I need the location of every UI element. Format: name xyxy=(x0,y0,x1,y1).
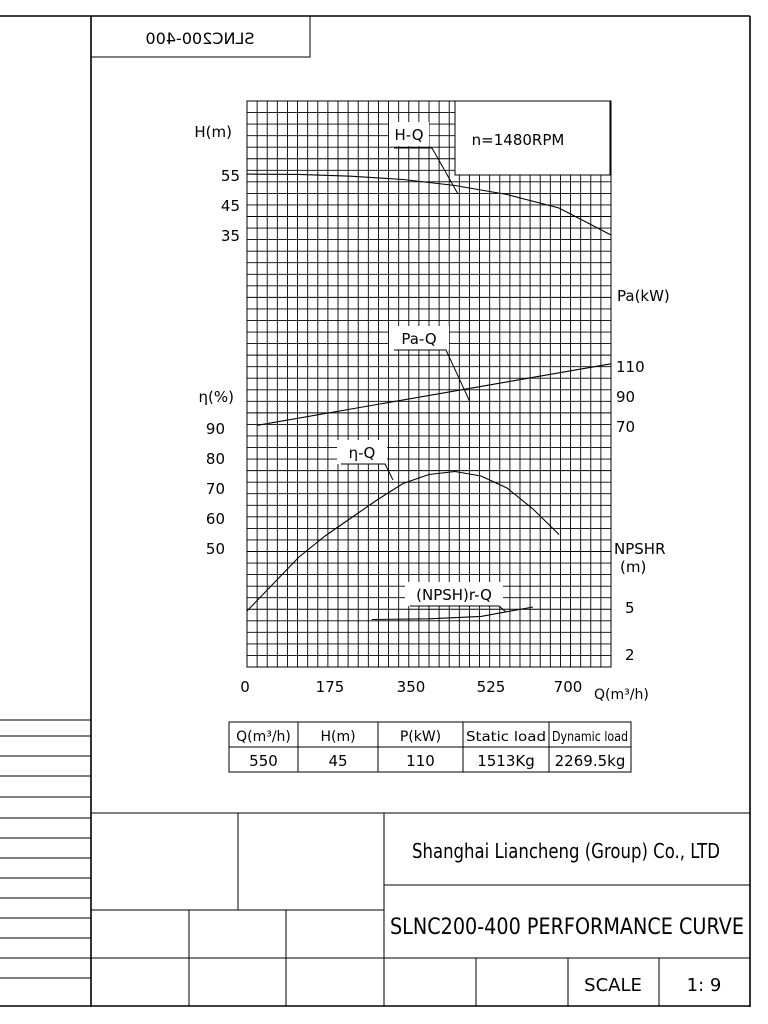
efficiency-tick-label: 60 xyxy=(205,510,225,528)
efficiency-tick-label: 50 xyxy=(205,540,225,558)
curve-pa-q xyxy=(257,364,611,426)
power-axis-label: Pa(kW) xyxy=(617,287,670,305)
spec-header-cell: Q(m³/h) xyxy=(236,729,291,745)
npshr-axis-label: NPSHR xyxy=(614,540,666,558)
head-tick-label: 55 xyxy=(220,167,240,185)
efficiency-axis-label: η(%) xyxy=(198,388,234,406)
label-npsh-r-q: (NPSH)r-Q xyxy=(416,586,492,604)
title-block xyxy=(91,813,750,1006)
scale-value: 1: 9 xyxy=(686,975,722,996)
x-tick-label: 0 xyxy=(240,678,250,696)
label-q: η-Q xyxy=(348,444,376,462)
x-tick-label: 525 xyxy=(476,678,506,696)
label-h-q-leader xyxy=(394,148,458,194)
drawing-title: SLNC200-400 PERFORMANCE CURVE xyxy=(390,915,744,940)
power-tick-label: 110 xyxy=(616,358,645,376)
left-margin-strips xyxy=(0,720,91,978)
curve-q xyxy=(247,472,559,612)
spec-value-cell: 550 xyxy=(249,752,278,770)
power-tick-label: 90 xyxy=(616,388,636,406)
spec-header-cell: H(m) xyxy=(320,729,356,745)
label-pa-q-leader xyxy=(394,350,470,402)
performance-chart xyxy=(194,101,669,703)
label-pa-q: Pa-Q xyxy=(401,330,437,348)
x-tick-label: 175 xyxy=(315,678,345,696)
efficiency-tick-label: 90 xyxy=(205,420,225,438)
speed-label: n=1480RPM xyxy=(471,131,565,149)
spec-header-cell: P(kW) xyxy=(399,729,442,745)
company-name: Shanghai Liancheng (Group) Co., LTD xyxy=(412,839,720,863)
label-h-q: H-Q xyxy=(394,126,424,144)
head-tick-label: 45 xyxy=(220,197,240,215)
x-tick-label: 350 xyxy=(396,678,426,696)
spec-table xyxy=(229,722,631,772)
npshr-tick-label: 5 xyxy=(625,599,635,617)
power-tick-label: 70 xyxy=(616,418,636,436)
spec-value-cell: 45 xyxy=(328,752,348,770)
mirrored-code-text: SLNC200-400 xyxy=(145,29,255,48)
npshr-axis-unit: (m) xyxy=(620,558,647,576)
spec-header-cell: Static load xyxy=(466,730,546,745)
spec-value-cell: 110 xyxy=(406,752,435,770)
spec-header-cell: Dynamic load xyxy=(552,730,628,745)
label-q-leader xyxy=(341,464,393,480)
efficiency-tick-label: 80 xyxy=(205,450,225,468)
efficiency-tick-label: 70 xyxy=(205,480,225,498)
spec-value-cell: 2269.5kg xyxy=(554,752,626,770)
head-axis-label: H(m) xyxy=(194,123,232,141)
scale-label: SCALE xyxy=(584,975,642,996)
npshr-tick-label: 2 xyxy=(625,646,635,664)
x-tick-label: 700 xyxy=(553,678,583,696)
x-axis-label: Q(m³/h) xyxy=(594,687,649,703)
head-tick-label: 35 xyxy=(220,227,240,245)
spec-value-cell: 1513Kg xyxy=(477,752,535,770)
